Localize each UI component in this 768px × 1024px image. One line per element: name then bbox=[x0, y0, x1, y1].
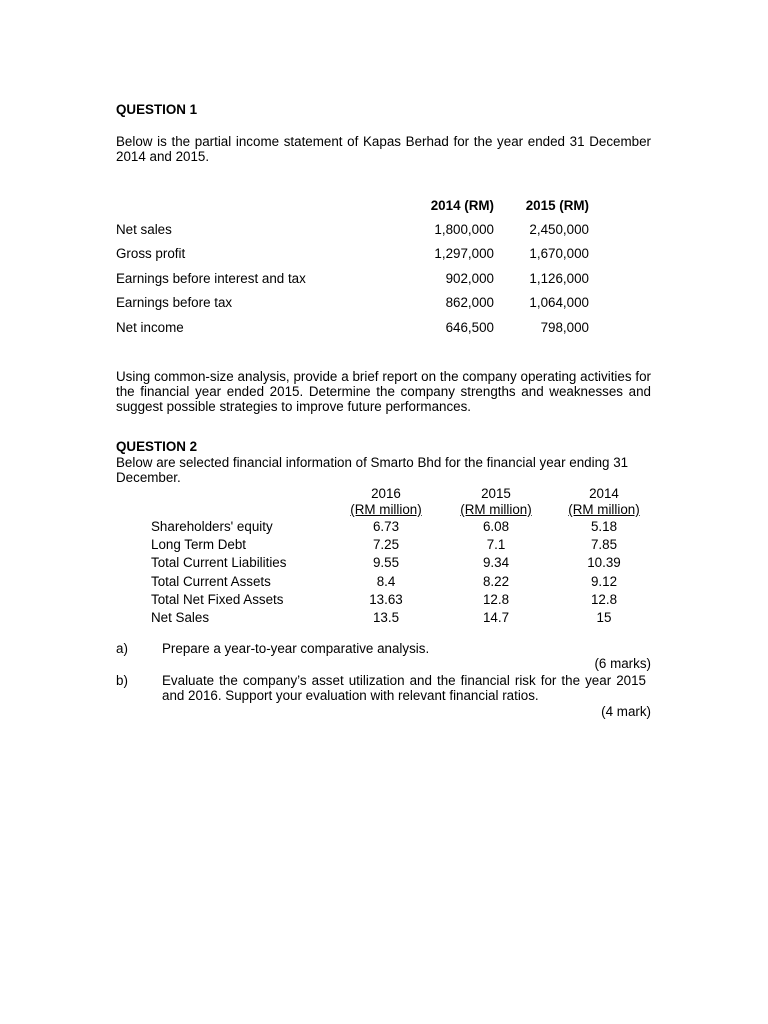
value-2015: 12.8 bbox=[482, 592, 510, 607]
unit-label-2014: (RM million) bbox=[568, 502, 640, 517]
row-label: Total Current Liabilities bbox=[151, 555, 287, 570]
value-2014: 12.8 bbox=[590, 592, 618, 607]
row-label: Total Current Assets bbox=[151, 574, 271, 589]
value-2016: 8.4 bbox=[376, 574, 396, 589]
question-1-title: QUESTION 1 bbox=[116, 102, 198, 117]
value-2014: 1,297,000 bbox=[434, 246, 494, 261]
row-label: Net sales bbox=[116, 222, 172, 237]
column-header-2015: 2015 (RM) bbox=[525, 198, 589, 213]
value-2016: 6.73 bbox=[372, 519, 400, 534]
value-2014: 15 bbox=[596, 610, 612, 625]
unit-label-2015: (RM million) bbox=[460, 502, 532, 517]
value-2014: 7.85 bbox=[590, 537, 618, 552]
value-2014: 9.12 bbox=[590, 574, 618, 589]
value-2014: 10.39 bbox=[587, 555, 621, 570]
value-2016: 7.25 bbox=[372, 537, 400, 552]
value-2014: 902,000 bbox=[445, 271, 494, 286]
value-2014: 5.18 bbox=[590, 519, 618, 534]
value-2014: 862,000 bbox=[445, 295, 494, 310]
value-2015: 7.1 bbox=[486, 537, 506, 552]
year-header-2016: 2016 bbox=[371, 486, 401, 501]
value-2014: 1,800,000 bbox=[434, 222, 494, 237]
value-2015: 6.08 bbox=[482, 519, 510, 534]
value-2015: 2,450,000 bbox=[529, 222, 589, 237]
value-2014: 646,500 bbox=[445, 320, 494, 335]
value-2016: 13.63 bbox=[369, 592, 403, 607]
year-header-2015: 2015 bbox=[481, 486, 511, 501]
question-1-intro: Below is the partial income statement of Kapas Berhad for the year ended 31 December 2014 and 2015. bbox=[116, 134, 651, 164]
part-b-marks: (4 mark) bbox=[601, 704, 651, 719]
value-2015: 798,000 bbox=[540, 320, 589, 335]
question-2-intro: Below are selected financial information of Smarto Bhd for the financial year ending 31 December. bbox=[116, 455, 629, 485]
value-2015: 9.34 bbox=[482, 555, 510, 570]
row-label: Gross profit bbox=[116, 246, 186, 261]
row-label: Earnings before interest and tax bbox=[116, 271, 306, 286]
value-2015: 14.7 bbox=[482, 610, 510, 625]
row-label: Net Sales bbox=[151, 610, 210, 625]
year-header-2014: 2014 bbox=[589, 486, 619, 501]
row-label: Total Net Fixed Assets bbox=[151, 592, 284, 607]
part-a-marks: (6 marks) bbox=[594, 656, 651, 671]
question-1-task: Using common-size analysis, provide a brief report on the company operating activities for the financial year ended 2015. Determine the company strengths and weaknesses and suggest possible strategies to improve future performances. bbox=[116, 369, 651, 414]
value-2015: 1,126,000 bbox=[529, 271, 589, 286]
row-label: Net income bbox=[116, 320, 184, 335]
part-b-text: Evaluate the company’s asset utilization and the financial risk for the year 2015 and 2016. Support your evaluation with relevant financial ratios. bbox=[162, 673, 646, 703]
value-2015: 8.22 bbox=[482, 574, 510, 589]
row-label: Shareholders' equity bbox=[151, 519, 273, 534]
part-b-letter: b) bbox=[116, 673, 128, 688]
row-label: Long Term Debt bbox=[151, 537, 247, 552]
unit-label-2016: (RM million) bbox=[350, 502, 422, 517]
part-a-text: Prepare a year-to-year comparative analysis. bbox=[162, 641, 430, 656]
value-2015: 1,670,000 bbox=[529, 246, 589, 261]
value-2016: 9.55 bbox=[372, 555, 400, 570]
question-2-title: QUESTION 2 bbox=[116, 439, 198, 454]
value-2016: 13.5 bbox=[372, 610, 400, 625]
column-header-2014: 2014 (RM) bbox=[430, 198, 494, 213]
part-a-letter: a) bbox=[116, 641, 128, 656]
row-label: Earnings before tax bbox=[116, 295, 233, 310]
value-2015: 1,064,000 bbox=[529, 295, 589, 310]
